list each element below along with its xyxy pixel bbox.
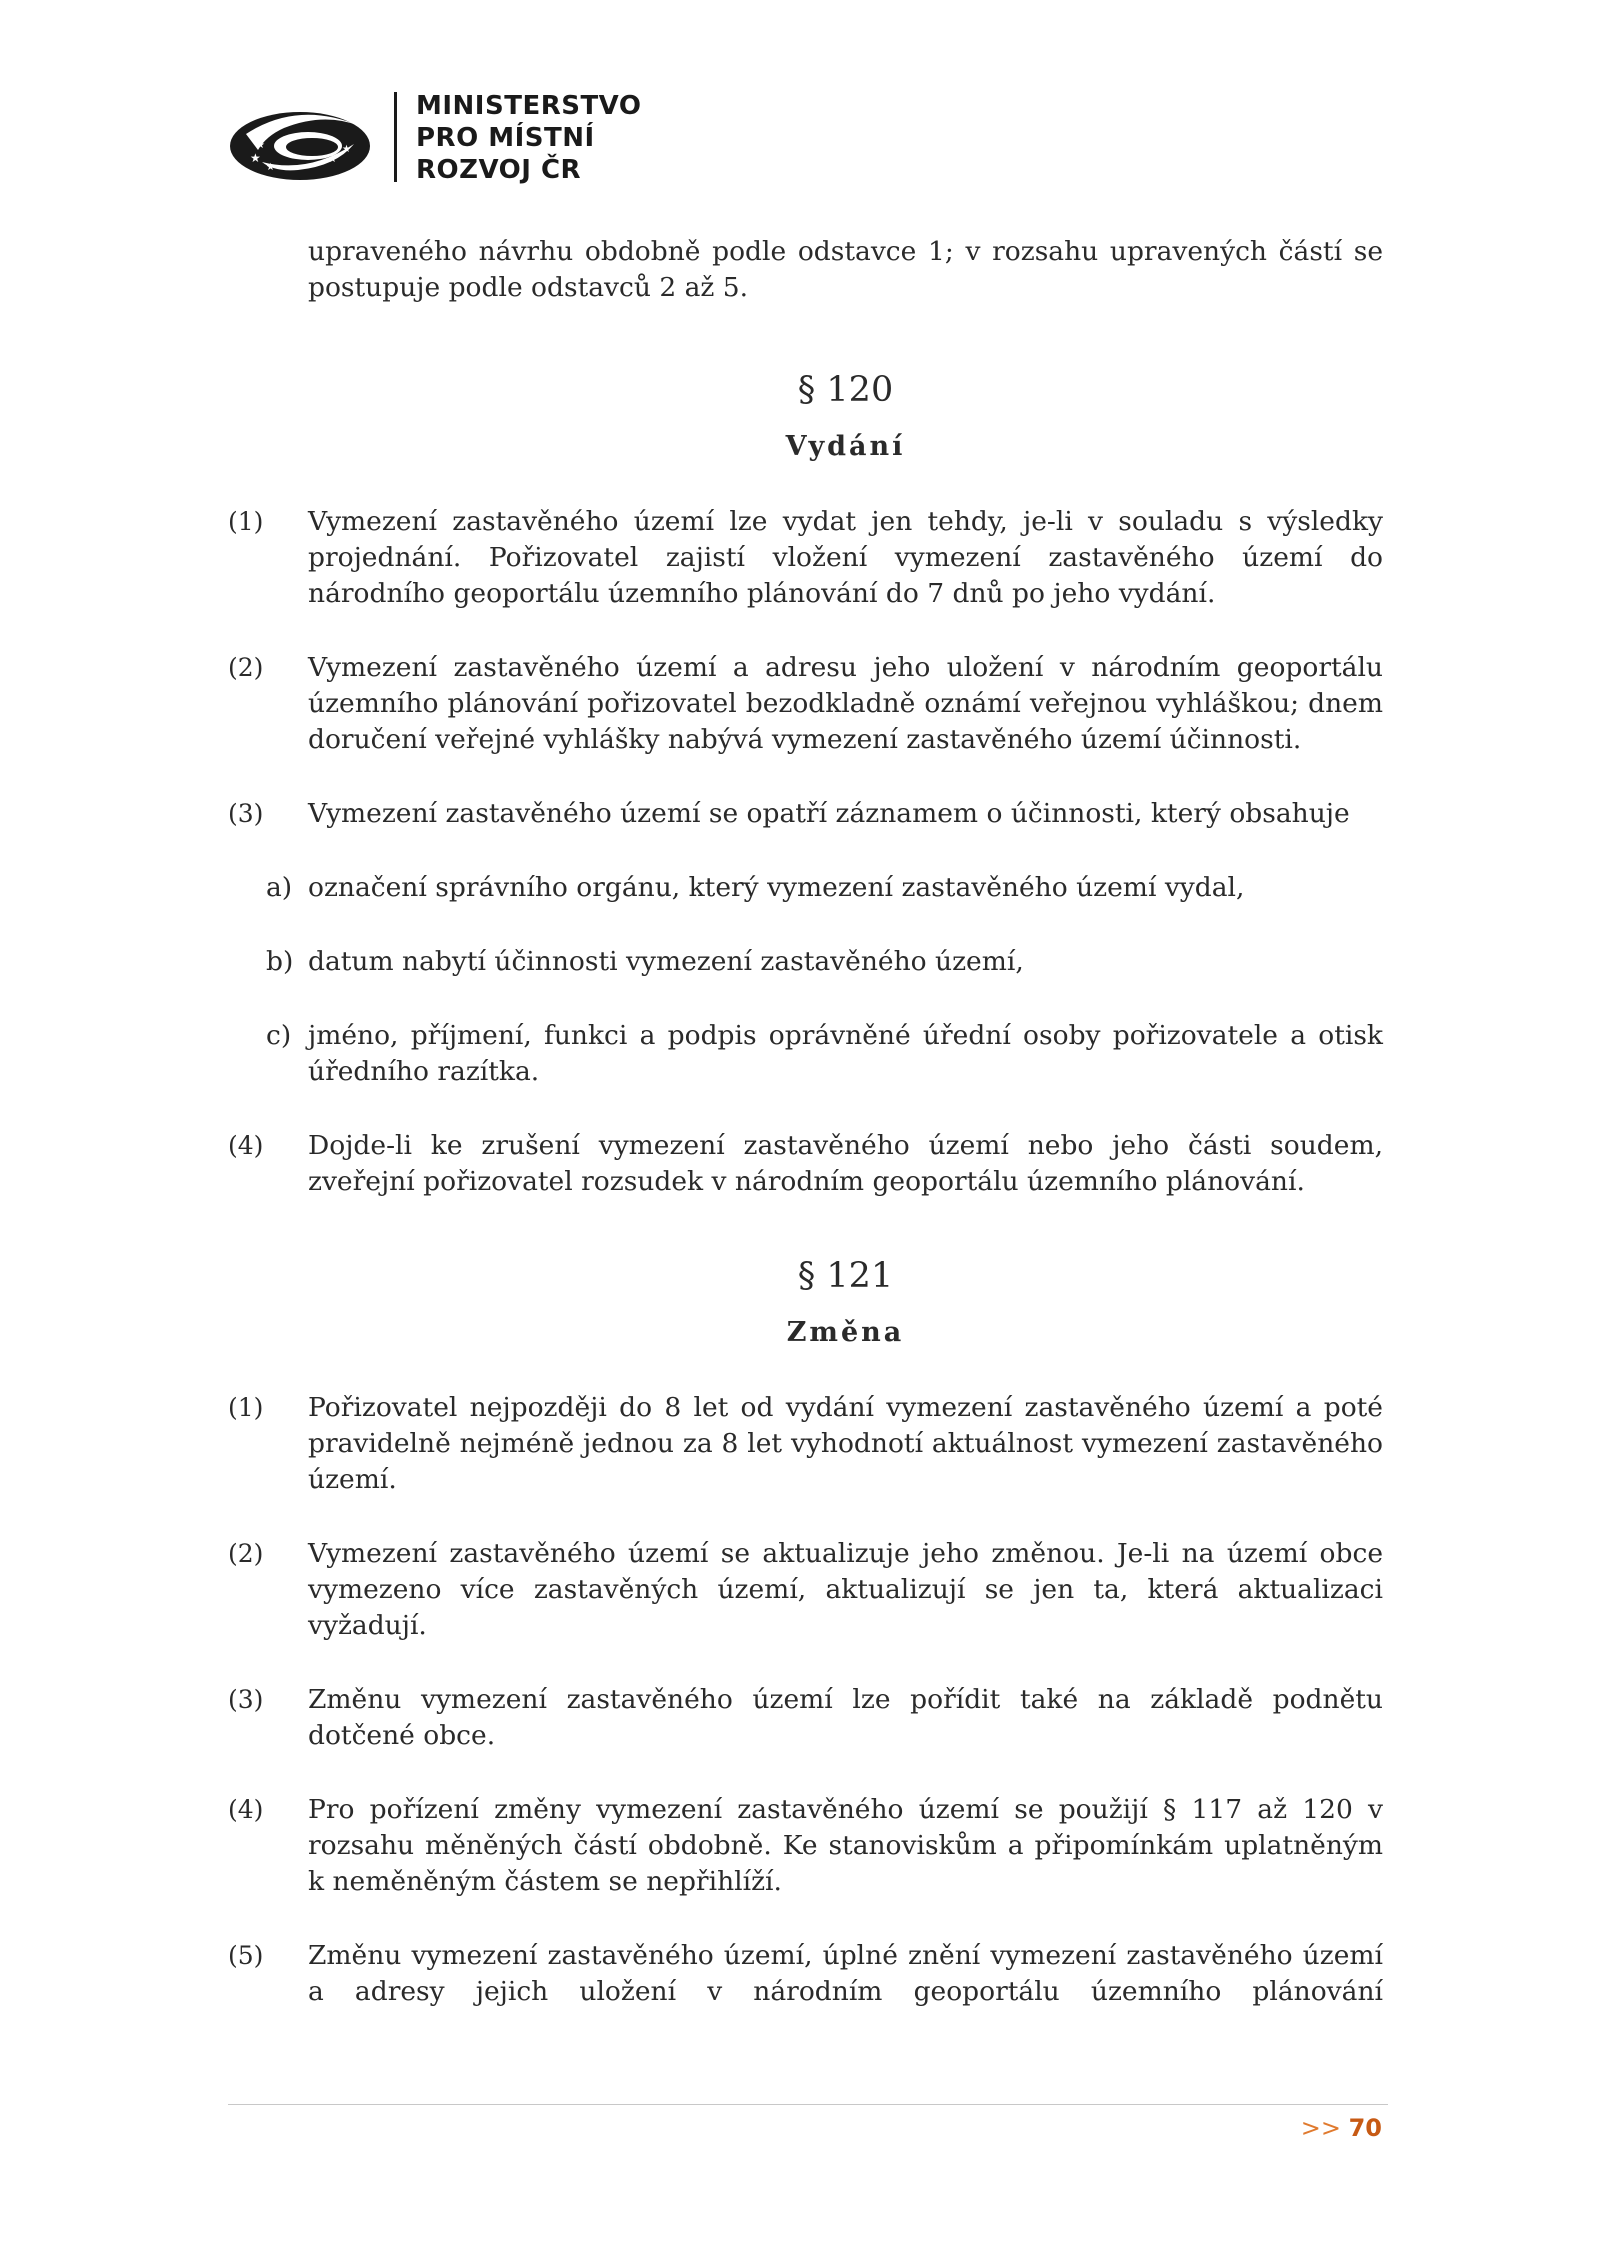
list-item-letter: c) [266,1020,292,1051]
ministry-name-line-2: PRO MÍSTNÍ [416,123,595,153]
paragraph-text: Vymezení zastavěného území se opatří záznamem o účinnosti, který obsahuje [308,798,1350,829]
paragraph [228,650,1383,758]
section-title: Vydání [785,431,906,462]
section-120 [228,370,1383,1200]
svg-text:★: ★ [342,144,351,155]
list-item [228,944,1383,980]
footer-divider [228,2104,1388,2105]
paragraph-text: Pořizovatel nejpozději do 8 let od vydání vymezení zastavěného území a poté pravidelně nejméně jednou za 8 let vyhodnotí aktuálnost vymezení zastavěného území. [308,1392,1383,1495]
list-item-text: datum nabytí účinnosti vymezení zastavěného území, [308,946,1024,977]
list-item-letter: a) [266,872,293,903]
section-121 [228,1256,1383,2010]
list-item-text: označení správního orgánu, který vymezení zastavěného území vydal, [308,872,1245,903]
paragraph [228,1128,1383,1200]
paragraph-text: Vymezení zastavěného území lze vydat jen tehdy, je-li v souladu s výsledky projednání. Pořizovatel zajistí vložení vymezení zastavěného území do národního geoportálu územního plánování do 7 dnů po jeho vydání. [308,506,1383,609]
paragraph-text: Dojde-li ke zrušení vymezení zastavěného území nebo jeho části soudem, zveřejní pořizovatel rozsudek v národním geoportálu územního plánování. [308,1130,1383,1197]
paragraph-number: (1) [228,507,264,536]
logo-divider [394,92,397,182]
paragraph-text: Vymezení zastavěného území se aktualizuje jeho změnou. Je-li na území obce vymezeno více zastavěných území, aktualizují se jen ta, která aktualizaci vyžadují. [308,1538,1383,1641]
section-heading: § 120 [797,370,894,410]
paragraph-number: (4) [228,1131,264,1160]
paragraph-text: Pro pořízení změny vymezení zastavěného území se použijí § 117 až 120 v rozsahu měněných částí obdobně. Ke stanoviskům a připomínkám uplatněným k neměněným částem se nepřihlíží. [308,1794,1383,1897]
svg-text:★: ★ [328,154,337,165]
page-number-value: 70 [1348,2114,1382,2142]
ministry-name-line-1: MINISTERSTVO [416,91,642,121]
document-body [228,234,1383,2048]
paragraph [228,504,1383,612]
list-item [228,870,1383,906]
ministry-name [416,90,641,186]
section-title: Změna [786,1317,905,1348]
paragraph-text: Změnu vymezení zastavěného území, úplné znění vymezení zastavěného území a adresy jejich uložení v národním geoportálu územního plánování [308,1940,1383,2007]
paragraph-text: Vymezení zastavěného území a adresu jeho uložení v národním geoportálu územního plánování pořizovatel bezodkladně oznámí veřejnou vyhláškou; dnem doručení veřejné vyhlášky nabývá vymezení zastavěného území účinnosti. [308,652,1383,755]
page-header [228,88,688,198]
paragraph-number: (2) [228,1539,264,1568]
page-arrows: >> [1300,2114,1341,2142]
paragraph-number: (4) [228,1795,264,1824]
svg-text:★: ★ [250,151,261,165]
paragraph-number: (5) [228,1941,264,1970]
ministry-name-line-3: ROZVOJ ČR [416,155,582,185]
paragraph-number: (3) [228,1685,264,1714]
paragraph-text: Změnu vymezení zastavěného území lze pořídit také na základě podnětu dotčené obce. [308,1684,1383,1751]
list-item-letter: b) [266,946,294,977]
paragraph-number: (3) [228,799,264,828]
paragraph [228,1390,1383,1498]
svg-text:★: ★ [256,140,265,151]
paragraph-number: (2) [228,653,264,682]
list-item-text: jméno, příjmení, funkci a podpis oprávněné úřední osoby pořizovatele a otisk úředního razítka. [308,1020,1383,1087]
paragraph [228,1682,1383,1754]
intro-paragraph: upraveného návrhu obdobně podle odstavce 1; v rozsahu upravených částí se postupuje podle odstavců 2 až 5. [308,236,1383,303]
paragraph [228,1792,1383,1900]
paragraph [228,796,1383,832]
list-item [228,1018,1383,1090]
svg-text:★: ★ [266,162,275,173]
paragraph [228,1536,1383,1644]
ministry-emblem-icon [228,104,374,184]
paragraph [228,1938,1383,2010]
paragraph-number: (1) [228,1393,264,1422]
page-number [1301,2114,1382,2142]
section-heading: § 121 [797,1256,894,1296]
